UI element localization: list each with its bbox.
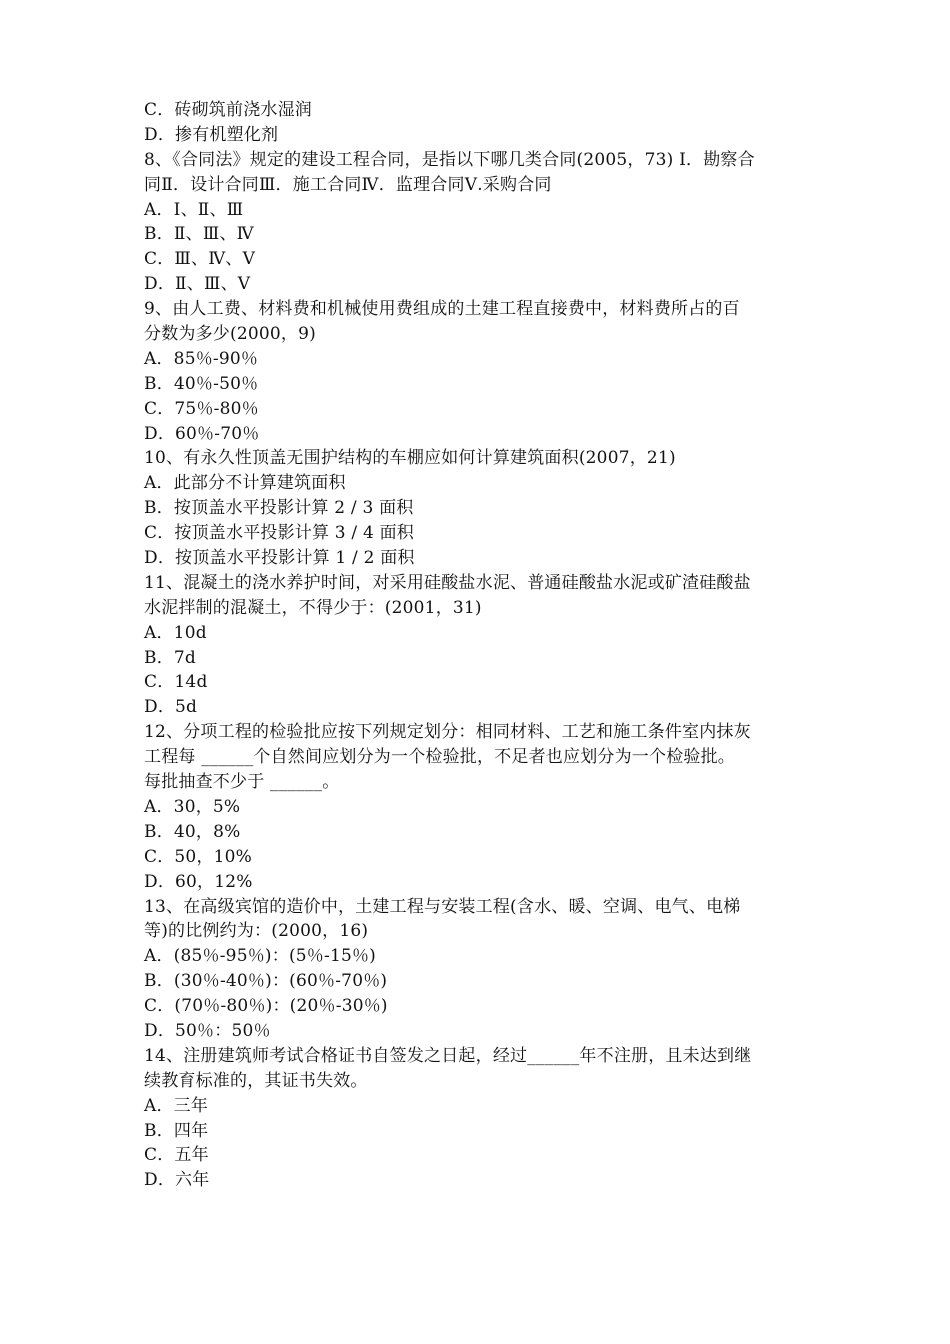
option-line: D．60％-70％: [144, 423, 260, 444]
option-line: C．按顶盖水平投影计算 3 / 4 面积: [144, 523, 414, 544]
question-line: 12、分项工程的检验批应按下列规定划分：相同材料、工艺和施工条件室内抹灰: [144, 722, 751, 743]
question-line: 13、在高级宾馆的造价中，土建工程与安装工程(含水、暖、空调、电气、电梯: [144, 896, 741, 917]
option-line: D．按顶盖水平投影计算 1 / 2 面积: [144, 548, 415, 569]
option-line: A．85％-90％: [144, 348, 259, 369]
question-line: 8、《合同法》规定的建设工程合同，是指以下哪几类合同(2005，73) Ⅰ．勘察合: [144, 149, 755, 170]
option-line: A．30，5%: [144, 796, 241, 817]
option-line: D．掺有机塑化剂: [144, 124, 279, 145]
question-line: 工程每 ______个自然间应划分为一个检验批，不足者也应划分为一个检验批。: [144, 747, 736, 768]
option-line: C．14d: [144, 672, 208, 693]
option-line: D．50％：50％: [144, 1020, 271, 1041]
option-line: A．(85％-95％)：(5％-15％): [144, 946, 377, 967]
option-line: C．Ⅲ、Ⅳ、Ⅴ: [144, 249, 256, 270]
question-line: 11、混凝土的浇水养护时间，对采用硅酸盐水泥、普通硅酸盐水泥或矿渣硅酸盐: [144, 572, 751, 593]
question-line: 每批抽查不少于 ______。: [144, 772, 340, 793]
option-line: A．此部分不计算建筑面积: [144, 473, 346, 494]
question-line: 同Ⅱ．设计合同Ⅲ．施工合同Ⅳ．监理合同Ⅴ.采购合同: [144, 174, 552, 195]
option-line: C．50，10%: [144, 846, 253, 867]
option-line: D．5d: [144, 697, 198, 718]
option-line: A．Ⅰ、Ⅱ、Ⅲ: [144, 199, 244, 220]
question-line: 10、有永久性顶盖无围护结构的车棚应如何计算建筑面积(2007，21): [144, 448, 676, 469]
option-line: D．六年: [144, 1170, 210, 1191]
question-line: 9、由人工费、材料费和机械使用费组成的土建工程直接费中，材料费所占的百: [144, 299, 740, 320]
question-line: 水泥拌制的混凝土，不得少于：(2001，31): [144, 597, 482, 618]
option-line: D．Ⅱ、Ⅲ、Ⅴ: [144, 274, 251, 295]
option-line: D．60，12%: [144, 871, 253, 892]
option-line: A．10d: [144, 622, 207, 643]
question-line: 分数为多少(2000，9): [144, 324, 316, 345]
option-line: A．三年: [144, 1095, 209, 1116]
option-line: C．(70％-80％)：(20％-30％): [144, 996, 388, 1017]
option-line: B．Ⅱ、Ⅲ、Ⅳ: [144, 224, 254, 245]
option-line: C．砖砌筑前浇水湿润: [144, 100, 313, 120]
option-line: C．75％-80％: [144, 398, 259, 419]
option-line: B．40％-50％: [144, 373, 259, 394]
option-line: C．五年: [144, 1145, 209, 1166]
document-page: [144, 98, 816, 1193]
question-line: 14、注册建筑师考试合格证书自签发之日起，经过______年不注册，且未达到继: [144, 1045, 752, 1066]
option-line: B．按顶盖水平投影计算 2 / 3 面积: [144, 498, 414, 519]
option-line: B．(30％-40％)：(60％-70％): [144, 971, 388, 992]
question-line: 续教育标准的，其证书失效。: [144, 1070, 368, 1091]
option-line: B．四年: [144, 1120, 209, 1141]
option-line: B．40，8%: [144, 821, 241, 842]
question-line: 等)的比例约为：(2000，16): [144, 921, 369, 942]
option-line: B．7d: [144, 647, 196, 668]
